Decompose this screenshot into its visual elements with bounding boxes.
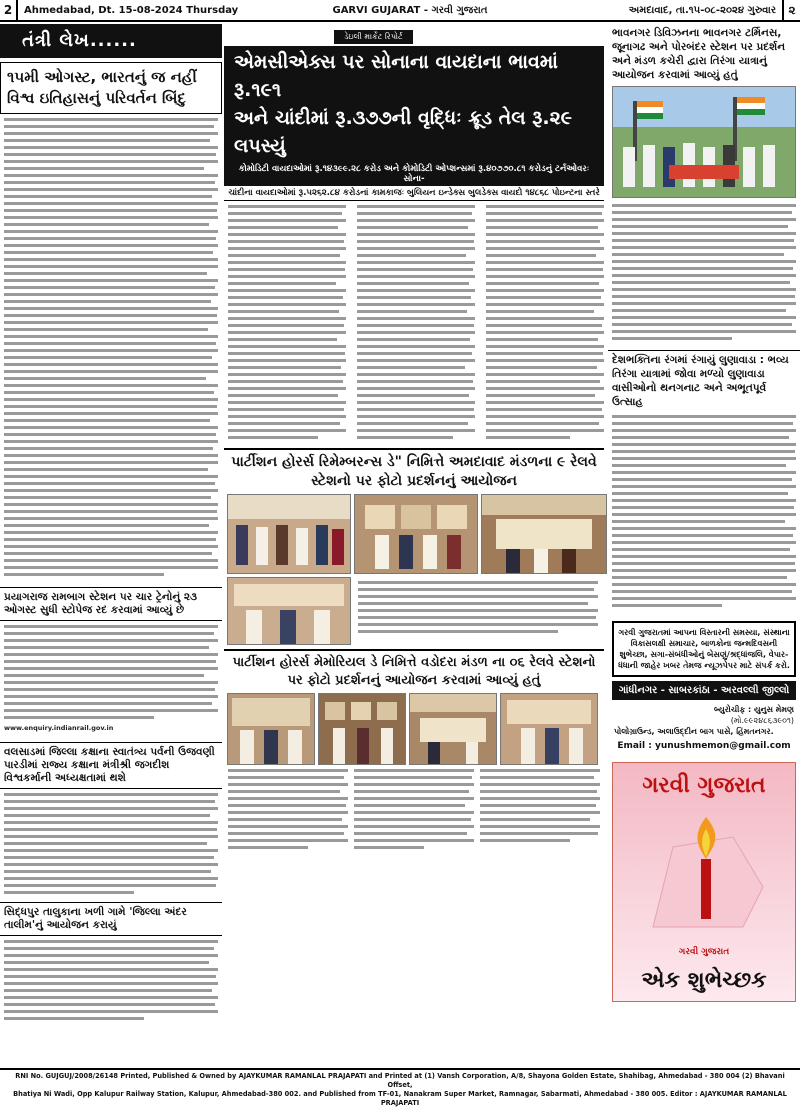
ahmedabad-exhibition-body bbox=[354, 577, 602, 643]
siddhpur-text-lines bbox=[4, 938, 218, 1034]
ahmedabad-photo-row-1 bbox=[224, 494, 604, 574]
bureau-contact bbox=[608, 700, 800, 756]
market-body-col-3 bbox=[482, 201, 608, 445]
promo-title: ગરવી ગુજરાત bbox=[642, 773, 766, 798]
siddhpur-headline: સિદ્ધપુર તાલુકાના ખળી ગામે 'જિલ્લા અંદર તાલીમ'નું આયોજન કરાયું bbox=[0, 902, 222, 936]
promo-well-wisher: એક શુભેચ્છક bbox=[641, 968, 767, 993]
railway-stoppage-body bbox=[0, 621, 222, 739]
vadodara-exhibition-section bbox=[224, 649, 604, 861]
advertise-with-us-box bbox=[612, 621, 796, 677]
vadodara-photo-1 bbox=[227, 693, 315, 765]
exhibition-photo-4 bbox=[227, 577, 351, 645]
ahmedabad-exhibition-section bbox=[224, 448, 604, 645]
lunawada-headline: દેશભક્તિના રંગમાં રંગાયું લુણાવાડા : ભવ્ય તિરંગા યાત્રામાં જોવા મળ્યો લુણાવાડા વાસીઓનો થનગનાટ અને અભૂતપૂર્વ ઉત્સાહ bbox=[608, 350, 800, 411]
valsad-text-lines bbox=[4, 791, 218, 897]
advertise-text: ગરવી ગુજરાતમાં આપના વિસ્તારની સમસ્યા, સંસ્થાના વિકાસલક્ષી સમાચાર, બાળકોના જન્મદિવસની શુભેચ્છા, સગા-સંબંધીઓનું બેસણું/શ્રદ્ધાંજલિ, વેપાર-ધંધાની જાહેર ખબર તેમજ ન્યૂઝપેપર માટે સંપર્ક કરો. bbox=[618, 628, 790, 670]
bureau-chief: બ્યુરોચીફ : યુનુસ મેમણ bbox=[713, 705, 794, 714]
vadodara-exhibition-body bbox=[224, 765, 604, 861]
exhibition-photo-3 bbox=[481, 494, 607, 574]
torch-logo-icon bbox=[613, 807, 797, 937]
market-text-lines-2 bbox=[357, 203, 475, 443]
page-number-left: 2 bbox=[0, 0, 18, 20]
editorial-body bbox=[0, 114, 222, 584]
market-report-body bbox=[224, 201, 604, 445]
market-text-lines-1 bbox=[228, 203, 346, 443]
enquiry-website: www.enquiry.indianrail.gov.in bbox=[4, 724, 114, 733]
market-headline-line1: એમસીએક્સ પર સોનાના વાયદાના ભાવમાં રૂ.૧૯૧ bbox=[234, 51, 558, 101]
imprint-footer bbox=[0, 1068, 800, 1107]
railway-text-lines bbox=[4, 623, 218, 723]
railway-stoppage-headline: પ્રયાગરાજ રામબાગ સ્ટેશન પર ચાર ટ્રેનોનું ૨૩ ઓગસ્ટ સુધી સ્ટોપેજ રદ કરવામાં આવ્યું છે bbox=[0, 587, 222, 621]
lunawada-body bbox=[608, 411, 800, 617]
imprint-line-1: RNI No. GUJGUJ/2008/26148 Printed, Published & Owned by AJAYKUMAR RAMANLAL PRAJAPATI and Printed at (1) Vansh Corporation, A/8, Shayona Golden Estate, Shahibag, Ahmedabad - 380 004 (2) Bhavani Offset, bbox=[15, 1072, 785, 1089]
bhavnagar-headline: ભાવનગર ડિવિઝનના ભાવનગર ટર્મિનસ, જૂનાગઢ અને પોરબંદર સ્ટેશન પર પ્રદર્શન અને મંડળ કચેરી દ્વારા તિરંગા યાત્રાનું આયોજન કરવામાં આવ્યું હતું bbox=[612, 27, 786, 81]
market-main-headline bbox=[224, 46, 604, 162]
right-column bbox=[608, 24, 800, 1002]
vadodara-exhibition-headline: પાર્ટીશન હોરર્સ મેમોરિયલ ડે નિમિત્તે વડોદરા મંડળ ના ૦૬ રેલવે સ્ટેશનો પર ફોટો પ્રદર્શનનું આયોજન કરવામાં આવ્યું હતું bbox=[232, 655, 596, 688]
exhibition-text-lines bbox=[358, 579, 598, 641]
page-header bbox=[0, 0, 800, 22]
vadodara-text-lines bbox=[228, 767, 600, 859]
header-masthead: GARVI GUJARAT - ગરવી ગુજરાત bbox=[332, 4, 488, 16]
market-body-col-2 bbox=[353, 201, 479, 445]
bureau-address: પોલોગ્રાઉન્ડ, અલાઉદ્દીન બાગ પાસે, હિંમતનગર. bbox=[614, 727, 774, 736]
market-strap-2: ચાંદીના વાયદાઓમાં રૂ.૫૨૬૨.૮૪ કરોડનાં કામકાજઃ બુલિયન ઇન્ડેક્સ બુલડેક્સ વાયદો ૧૪૮૬૮ પોઇન્ટના સ્તરે bbox=[224, 186, 604, 201]
siddhpur-body bbox=[0, 936, 222, 1036]
header-date-english: Ahmedabad, Dt. 15-08-2024 Thursday bbox=[24, 4, 239, 16]
market-strap-1: કોમોડિટી વાયદાઓમાં રૂ.૧૪૩૯૯.૨૮ કરોડ અને કોમોડિટી ઓપ્શન્સમાં રૂ.૪૦૭૭૦.૮૧ કરોડનું ટર્નઓવરઃ સોના- bbox=[224, 162, 604, 186]
editorial-text-lines bbox=[4, 116, 218, 582]
bhavnagar-text-lines bbox=[612, 202, 796, 348]
market-body-col-1 bbox=[224, 201, 350, 445]
exhibition-photo-2 bbox=[354, 494, 478, 574]
vadodara-photo-3 bbox=[409, 693, 497, 765]
left-column bbox=[0, 24, 222, 1036]
vadodara-photo-row bbox=[224, 693, 604, 765]
middle-column bbox=[224, 24, 604, 861]
imprint-line-2: Bhatiya Ni Wadi, Opp Kalupur Railway Station, Kalupur, Ahmedabad-380 002. and Published from TF-01, Nanakram Super Market, Ramnagar, Sabarmati, Ahmedabad - 380 005. Editor : AJAYKUMAR RAMANLAL PRAJAPATI bbox=[13, 1090, 787, 1107]
editorial-section-title: તંત્રી લેખ...... bbox=[0, 24, 222, 58]
market-report-tag: ડેઇલી માર્કેટ રિપોર્ટ bbox=[334, 30, 413, 44]
editorial-headline: ૧૫મી ઓગસ્ટ, ભારતનું જ નહીં વિશ્વ ઇતિહાસનું પરિવર્તન બિંદુ bbox=[7, 68, 197, 107]
garvi-gujarat-promo bbox=[612, 762, 796, 1002]
tiranga-yatra-photo bbox=[612, 86, 796, 198]
market-text-lines-3 bbox=[486, 203, 604, 443]
ahmedabad-photo-row-2 bbox=[224, 577, 604, 645]
bhavnagar-body bbox=[608, 200, 800, 350]
vadodara-photo-2 bbox=[318, 693, 406, 765]
editorial-headline-box bbox=[0, 62, 222, 114]
region-strip: ગાંધીનગર - સાબરકાંઠા - અરવલ્લી જીલ્લો bbox=[612, 681, 796, 700]
ahmedabad-exhibition-headline: પાર્ટીશન હોરર્સ રિમેમ્બરન્સ ડે" નિમિત્તે અમદાવાદ મંડળના ૯ રેલવે સ્ટેશનો પર ફોટો પ્રદર્શનનું આયોજન bbox=[231, 454, 597, 489]
market-headline-line2: અને ચાંદીમાં રૂ.૩૭૭ની વૃદ્ધિઃ ક્રૂડ તેલ રૂ.૨૯ લપસ્યું bbox=[234, 107, 572, 157]
bureau-phone: (મો.૯૯૨૪૮૬૩૯૦૧) bbox=[730, 716, 794, 725]
exhibition-photo-1 bbox=[227, 494, 351, 574]
page-number-right: ૨ bbox=[782, 0, 800, 20]
bureau-email[interactable]: Email : yunushmemon@gmail.com bbox=[617, 741, 791, 751]
valsad-body bbox=[0, 789, 222, 899]
vadodara-photo-4 bbox=[500, 693, 598, 765]
lunawada-text-lines bbox=[612, 413, 796, 615]
header-date-gujarati: અમદાવાદ, તા.૧૫-૦૮-૨૦૨૪ ગુરુવાર bbox=[628, 4, 776, 16]
promo-sub-logo-text: ગરવી ગુજરાત bbox=[678, 947, 730, 957]
valsad-headline: વલસાડમાં જિલ્લા કક્ષાના સ્વાતંત્ર્ય પર્વની ઉજવણી પારડીમાં રાજ્ય કક્ષાના મંત્રીશ્રી જગદીશ વિશ્વકર્માની અધ્યક્ષતામાં થશે bbox=[0, 742, 222, 789]
